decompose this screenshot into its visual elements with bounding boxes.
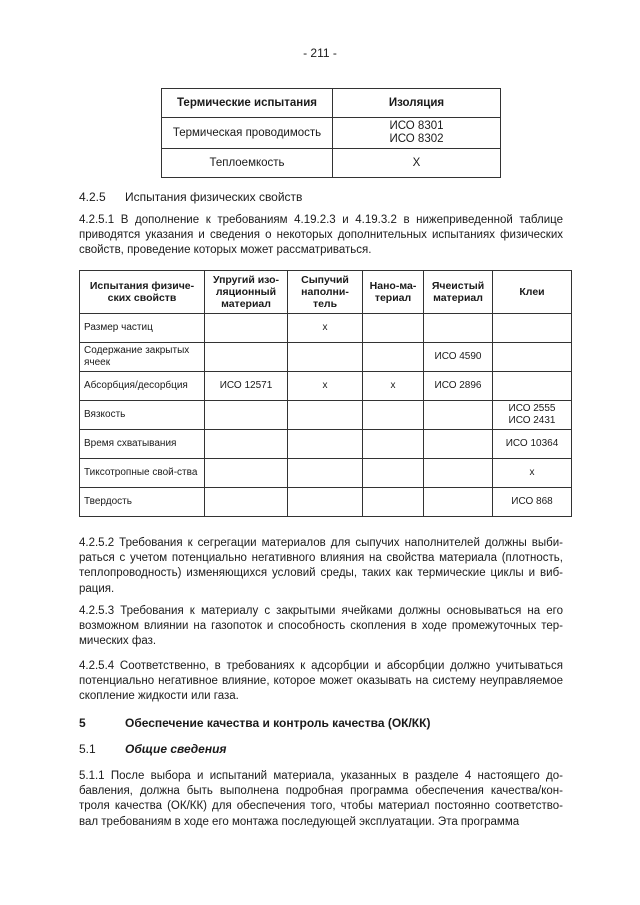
table-row [80, 314, 572, 343]
section-heading-4-2-5 [79, 190, 302, 204]
test-name-cell [80, 401, 205, 430]
table-header-row [162, 89, 501, 118]
section-title: Обеспечение качества и контроль качества (ОК/КК) [125, 716, 431, 730]
test-name-cell [80, 372, 205, 401]
table-cell [333, 118, 501, 149]
cell-text: Вязкость [84, 409, 126, 420]
table-header: Нано-ма-териал [363, 271, 424, 314]
section-title: Испытания физических свойств [125, 190, 303, 204]
table-row [80, 401, 572, 430]
page-number: - 211 - [303, 46, 337, 60]
section-heading-5 [79, 716, 430, 730]
table-cell [493, 459, 572, 488]
table-row [80, 343, 572, 372]
table-cell [363, 459, 424, 488]
table-cell [424, 401, 493, 430]
table-cell [493, 401, 572, 430]
table-cell [363, 488, 424, 517]
table-cell: Теплоемкость [162, 149, 333, 178]
table-cell [493, 343, 572, 372]
cell-text: ИСО 2896 [434, 380, 482, 391]
table-header: Сыпучий наполни-тель [288, 271, 363, 314]
paragraph-4-2-5-4: 4.2.5.4 Соответственно, в требованиях к адсорбции и абсорбции должно учитываться потенциально негативное влияние, которое может оказывать на систему неуправляемое скопление жидкости или газа. [79, 660, 563, 703]
table-header: Клеи [493, 271, 572, 314]
test-name-cell [80, 430, 205, 459]
table-header: Термические испытания [162, 89, 333, 118]
table-cell: Термическая проводимость [162, 118, 333, 149]
test-name-cell [80, 459, 205, 488]
table-row [80, 430, 572, 459]
table-cell [363, 401, 424, 430]
table-cell [205, 430, 288, 459]
table-cell [363, 372, 424, 401]
table-cell [288, 314, 363, 343]
table-header: Упругий изо-ляционный материал [205, 271, 288, 314]
section-title: Общие сведения [125, 742, 227, 756]
table-cell [424, 459, 493, 488]
section-number: 4.2.5 [79, 190, 106, 204]
table-cell [288, 372, 363, 401]
table-cell [424, 430, 493, 459]
table-header: Изоляция [333, 89, 501, 118]
table-row [80, 459, 572, 488]
table-cell [205, 372, 288, 401]
paragraph-4-2-5-3: 4.2.5.3 Требования к материалу с закрытыми ячейками должны основываться на его возможном влиянии на газопоток и способность скопления в ходе промежуточных тер-мических фаз. [79, 605, 563, 648]
table-cell [288, 488, 363, 517]
cell-text: ИСО 2555 [508, 403, 556, 414]
test-name-cell [80, 488, 205, 517]
table-header-row [80, 271, 572, 314]
cell-text: Абсорбция/десорбция [84, 380, 188, 391]
cell-text: ИСО 12571 [219, 380, 273, 391]
table-row [80, 372, 572, 401]
table-cell [288, 401, 363, 430]
section-number: 5.1 [79, 742, 96, 756]
table-cell [493, 314, 572, 343]
paragraph-5-1-1: 5.1.1 После выбора и испытаний материала, указанных в разделе 4 настоящего до-бавления, должна быть выполнена подробная программа обеспечения качества/кон-троля качества (ОК/КК) для обеспечения того, чтобы материал постоянно соответство-вал требованиям в ходе его монтажа последующей эксплуатации. Эта программа [79, 770, 563, 828]
test-name-cell [80, 314, 205, 343]
table-cell [363, 343, 424, 372]
table-cell [363, 314, 424, 343]
cell-text: ИСО 868 [511, 496, 553, 507]
table-body [80, 314, 572, 517]
cell-text: ИСО 10364 [505, 438, 559, 449]
table-cell [205, 314, 288, 343]
cell-text: ИСО 4590 [434, 351, 482, 362]
table-cell [493, 488, 572, 517]
cell-text: x [390, 380, 396, 391]
table-cell [424, 343, 493, 372]
cell-text: Тиксотропные свой-ства [84, 467, 198, 478]
table-cell [424, 314, 493, 343]
cell-text: x [322, 322, 328, 333]
cell-text: Твердость [84, 496, 132, 507]
table-cell [288, 459, 363, 488]
physical-tests-table [79, 270, 572, 517]
table-row [80, 488, 572, 517]
test-name-cell [80, 343, 205, 372]
paragraph-4-2-5-1: 4.2.5.1 В дополнение к требованиям 4.19.2.3 и 4.19.3.2 в нижеприведенной таблице приводятся указания и сведения о некоторых дополнительных испытаниях физических свойств, проведение которых может рассматриваться. [79, 214, 563, 257]
table-cell [205, 459, 288, 488]
table-cell [205, 401, 288, 430]
iso-value: ИСО 8301 [389, 120, 444, 132]
table-cell [205, 343, 288, 372]
paragraph-4-2-5-2: 4.2.5.2 Требования к сегрегации материалов для сыпучих наполнителей должны выби-раться с учетом потенциально негативного влияния на свойства материала (плотность, теплопроводность) изменяющихся условий среды, таких как термические циклы и виб-рация. [79, 537, 563, 595]
table-row [162, 149, 501, 178]
cell-text: ИСО 2431 [508, 415, 556, 426]
table-cell [363, 430, 424, 459]
cell-text: Содержание закрытых ячеек [84, 345, 190, 368]
cell-text: Размер частиц [84, 322, 153, 333]
table-row [162, 118, 501, 149]
table-cell [288, 343, 363, 372]
cell-text: Время схватывания [84, 438, 177, 449]
thermal-tests-table [161, 88, 501, 178]
table-cell [493, 430, 572, 459]
table-cell [424, 488, 493, 517]
iso-value: ИСО 8302 [389, 133, 444, 145]
cell-text: x [322, 380, 328, 391]
table-cell [288, 430, 363, 459]
table-header: Ячеистый материал [424, 271, 493, 314]
section-heading-5-1 [79, 742, 227, 756]
table-cell [205, 488, 288, 517]
table-cell [493, 372, 572, 401]
table-cell: X [333, 149, 501, 178]
table-header: Испытания физиче-ских свойств [80, 271, 205, 314]
table-cell [424, 372, 493, 401]
section-number: 5 [79, 716, 86, 730]
cell-text: x [529, 467, 535, 478]
